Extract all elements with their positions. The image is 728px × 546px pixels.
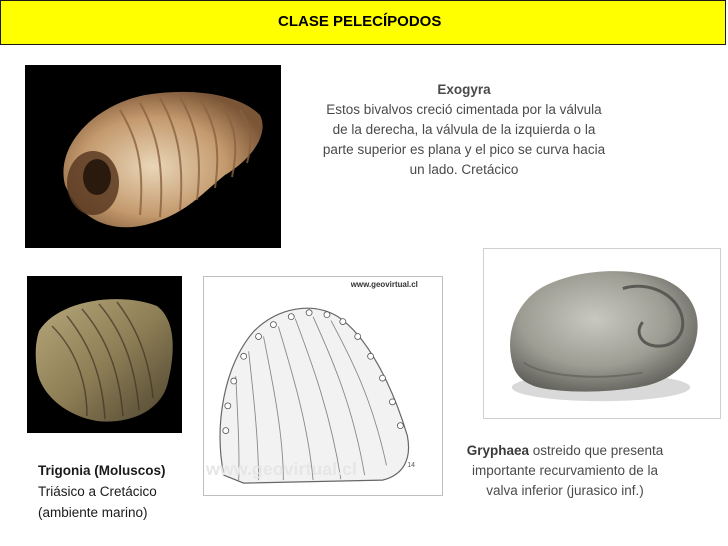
gryphaea-fossil-photo [483,248,721,419]
trigonia-environment: (ambiente marino) [38,505,148,520]
trigonia-heading: Trigonia (Moluscos) [38,463,166,478]
exogyra-line-2: de la derecha, la válvula de la izquierda o la [332,122,596,137]
trigonia-range: Triásico a Cretácico [38,484,157,499]
exogyra-line-3: parte superior es plana y el pico se curva hacia [322,142,606,157]
exogyra-fossil-photo [25,65,281,248]
figure-number: 14 [407,462,415,470]
watermark-url: www.geovirtual.cl [350,279,418,289]
title-bar [0,0,726,45]
gryphaea-description [458,441,672,501]
trigonia-drawing [203,276,443,496]
exogyra-description [286,80,642,180]
gryphaea-heading: Gryphaea [466,443,529,458]
exogyra-line-4: un lado. Cretácico [409,162,519,177]
gryphaea-body: ostreido que presenta importante recurvamiento de la valva inferior (jurasico inf.) [471,443,664,498]
trigonia-fossil-photo [27,276,182,433]
watermark-large: www.geovirtual.cl [205,459,357,480]
exogyra-heading: Exogyra [437,82,491,97]
slide-title: CLASE PELECÍPODOS [278,13,442,30]
exogyra-line-1: Estos bivalvos creció cimentada por la válvula [326,102,602,117]
